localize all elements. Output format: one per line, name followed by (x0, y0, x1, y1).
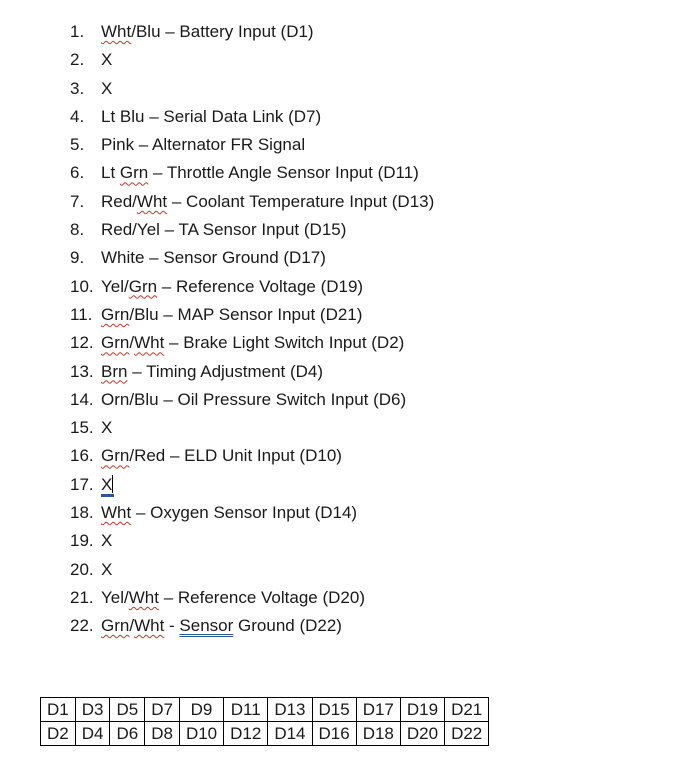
list-item (0, 75, 684, 103)
list-item-number: 2. (70, 50, 85, 70)
list-item-number: 15. (70, 418, 94, 438)
list-item-number: 20. (70, 559, 94, 579)
list-item-number: 21. (70, 587, 94, 607)
text-run: /Blu – Battery Input (D1) (131, 22, 314, 41)
list-item-text[interactable] (101, 103, 321, 131)
list-item-number: 11. (70, 304, 93, 324)
list-item-number: 16. (70, 446, 94, 466)
list-item-number: 10. (70, 276, 94, 296)
table-cell[interactable]: D18 (356, 722, 400, 746)
list-item-text[interactable] (101, 216, 346, 244)
list-item-text[interactable] (101, 442, 342, 470)
list-item-number: 6. (70, 163, 85, 183)
text-run: X (101, 559, 113, 579)
list-item-number: 3. (70, 78, 85, 98)
list-item (0, 556, 684, 584)
table-cell[interactable]: D1 (41, 698, 76, 722)
text-run: – Brake Light Switch Input (D2) (164, 333, 405, 353)
text-run: Pink – Alternator FR Signal (101, 135, 306, 155)
text-run: – Oxygen Sensor Input (D14) (131, 503, 358, 523)
table-cell[interactable]: D6 (110, 722, 145, 746)
pin-table (40, 697, 489, 746)
list-item-number: 5. (70, 135, 85, 155)
table-cell[interactable]: D13 (268, 698, 312, 722)
list-item-text[interactable] (101, 584, 365, 612)
table-cell[interactable]: D11 (224, 698, 268, 722)
text-run: Yel/ (101, 587, 129, 607)
text-run: Ground (D22) (233, 616, 342, 636)
text-run: – Throttle Angle Sensor Input (D11) (148, 163, 419, 183)
text-run: – Timing Adjustment (D4) (127, 361, 324, 381)
table-cell[interactable]: D20 (400, 722, 444, 746)
list-item-number: 7. (70, 191, 85, 211)
list-item-number: 17. (70, 474, 94, 494)
list-item (0, 46, 684, 74)
list-item (0, 414, 684, 442)
list-item (0, 442, 684, 470)
list-item (0, 584, 684, 612)
list-item (0, 244, 684, 272)
list-item-text[interactable] (101, 471, 113, 499)
list-item (0, 159, 684, 187)
table-cell[interactable]: D21 (445, 698, 489, 722)
list-item (0, 103, 684, 131)
text-run: Lt (101, 163, 120, 183)
spellcheck-flagged-word: Grn (101, 333, 130, 353)
text-run: X (101, 78, 113, 98)
table-cell[interactable]: D8 (145, 722, 180, 746)
list-item-number: 22. (70, 616, 94, 636)
spellcheck-flagged-word: Wht (101, 22, 132, 41)
spellcheck-flagged-word: Wht (128, 587, 159, 607)
list-item-number: 4. (70, 106, 85, 126)
spellcheck-flagged-word: Grn (128, 276, 158, 296)
list-item-number: 18. (70, 503, 94, 523)
table-cell[interactable]: D15 (312, 698, 356, 722)
text-run: – Coolant Temperature Input (D13) (167, 191, 435, 211)
list-item (0, 499, 684, 527)
text-run: Orn/Blu – Oil Pressure Switch Input (D6) (101, 389, 407, 409)
table-cell[interactable]: D19 (400, 698, 444, 722)
spellcheck-flagged-word: Grn (101, 304, 130, 324)
grammar-flagged-text: Sensor (179, 616, 234, 636)
spellcheck-flagged-word: Wht (134, 333, 165, 353)
list-item (0, 386, 684, 414)
table-row (41, 698, 489, 722)
spellcheck-flagged-word: Brn (101, 361, 128, 381)
text-run: – Reference Voltage (D19) (157, 276, 364, 296)
list-item-text[interactable] (101, 244, 326, 272)
list-item (0, 358, 684, 386)
list-item (0, 527, 684, 555)
spellcheck-flagged-word: Grn (119, 163, 149, 183)
text-run: – Reference Voltage (D20) (158, 587, 365, 607)
table-cell[interactable]: D7 (145, 698, 180, 722)
table-cell[interactable]: D16 (312, 722, 356, 746)
text-run: Yel/ (101, 276, 129, 296)
list-item-text[interactable] (101, 386, 406, 414)
table-cell[interactable]: D10 (179, 722, 223, 746)
list-item-number: 1. (70, 22, 85, 41)
spellcheck-flagged-word: Grn (101, 446, 130, 466)
text-run: X (101, 531, 113, 551)
text-run: Red/Yel – TA Sensor Input (D15) (101, 220, 347, 240)
list-item-text[interactable] (101, 131, 305, 159)
list-item-text[interactable] (101, 18, 314, 46)
autocorrect-marked-text: X (101, 471, 112, 499)
list-item-text[interactable] (101, 414, 112, 442)
list-item-number: 13. (70, 361, 94, 381)
list-item-text[interactable] (101, 273, 363, 301)
text-run: / (129, 616, 135, 636)
list-item-text[interactable] (101, 75, 112, 103)
table-row (41, 722, 489, 746)
list-item (0, 329, 684, 357)
pin-list (0, 18, 684, 641)
list-item (0, 301, 684, 329)
list-item-number: 8. (70, 220, 85, 240)
list-item-number: 9. (70, 248, 85, 268)
text-run: X (101, 50, 113, 70)
list-item-number: 12. (70, 333, 94, 353)
list-item-text[interactable] (101, 329, 404, 357)
list-item-text[interactable] (101, 46, 112, 74)
text-run: X (101, 418, 113, 438)
text-run: Lt Blu – Serial Data Link (D7) (101, 106, 322, 126)
table-cell[interactable]: D17 (356, 698, 400, 722)
table-cell[interactable]: D9 (179, 698, 223, 722)
text-run: / (129, 333, 135, 353)
list-item (0, 131, 684, 159)
table-cell[interactable]: D14 (268, 722, 312, 746)
spellcheck-flagged-word: Wht (136, 191, 168, 211)
table-cell[interactable]: D22 (445, 722, 489, 746)
list-item (0, 612, 684, 640)
list-item-text[interactable] (101, 556, 112, 584)
text-run: - (164, 616, 180, 636)
table-cell[interactable]: D2 (41, 722, 76, 746)
list-item (0, 273, 684, 301)
text-run: Red/ (101, 191, 137, 211)
list-item (0, 471, 684, 499)
spellcheck-flagged-word: Wht (101, 503, 132, 523)
table-cell[interactable]: D3 (75, 698, 110, 722)
text-run: /Blu – MAP Sensor Input (D21) (129, 304, 363, 324)
list-item (0, 216, 684, 244)
table-cell[interactable]: D5 (110, 698, 145, 722)
list-item-number: 14. (70, 389, 94, 409)
list-item-text[interactable] (101, 499, 357, 527)
list-item-text[interactable] (101, 188, 434, 216)
list-item-text[interactable] (101, 358, 323, 386)
list-item-text[interactable] (101, 527, 112, 555)
spellcheck-flagged-word: Wht (134, 616, 165, 636)
list-item-number: 19. (70, 531, 94, 551)
text-cursor (112, 475, 113, 493)
list-item (0, 18, 684, 46)
list-item-text[interactable] (101, 159, 419, 187)
table-cell[interactable]: D4 (75, 722, 110, 746)
text-run: White – Sensor Ground (D17) (101, 248, 326, 268)
list-item (0, 188, 684, 216)
table-cell[interactable]: D12 (224, 722, 268, 746)
list-item-text[interactable] (101, 612, 342, 640)
text-run: /Red – ELD Unit Input (D10) (129, 446, 342, 466)
spellcheck-flagged-word: Grn (101, 616, 130, 636)
list-item-text[interactable] (101, 301, 362, 329)
